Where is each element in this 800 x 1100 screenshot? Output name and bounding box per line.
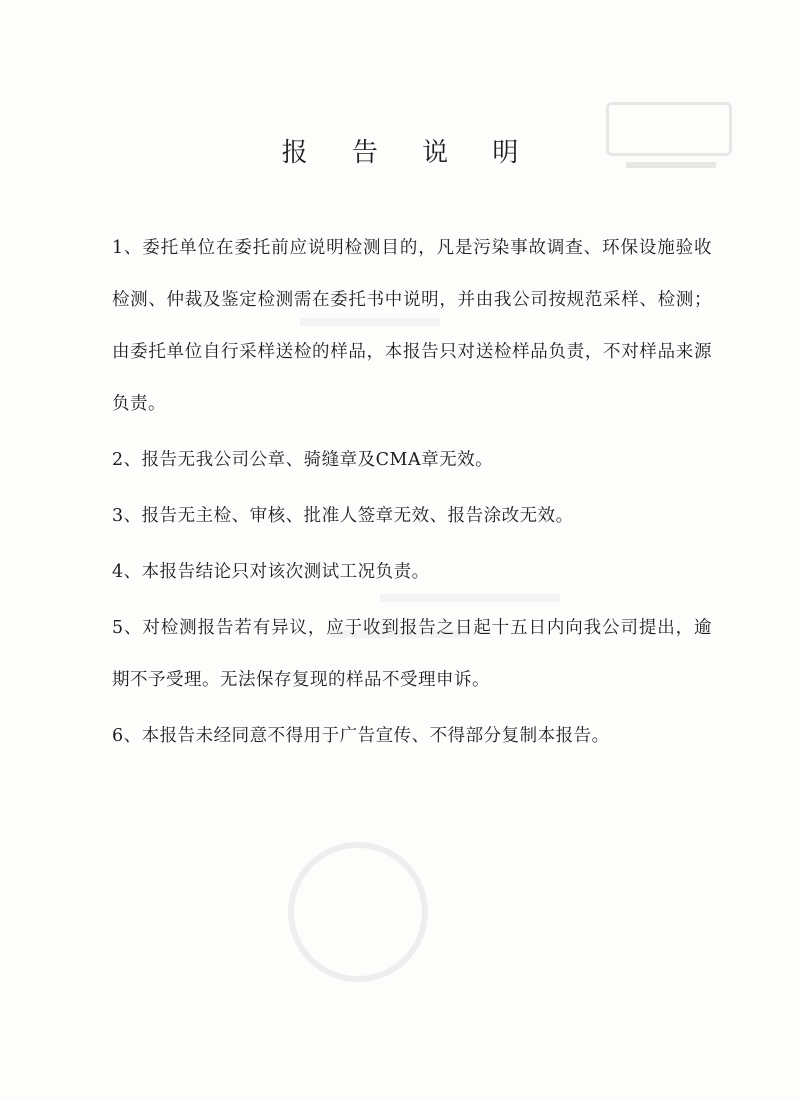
note-item-5: 5、对检测报告若有异议，应于收到报告之日起十五日内向我公司提出，逾期不予受理。无法保存复现的样品不受理申诉。 — [112, 618, 712, 690]
page-title: 报 告 说 明 — [281, 138, 537, 168]
note-item-2: 2、报告无我公司公章、骑缝章及CMA章无效。 — [112, 450, 494, 470]
note-item-3: 3、报告无主检、审核、批准人签章无效、报告涂改无效。 — [112, 506, 574, 526]
faint-seal-stamp-showthrough — [288, 842, 428, 982]
note-item-6: 6、本报告未经同意不得用于广告宣传、不得部分复制本报告。 — [112, 726, 610, 746]
note-item-1: 1、委托单位在委托前应说明检测目的，凡是污染事故调查、环保设施验收检测、仲裁及鉴定检测需在委托书中说明，并由我公司按规范采样、检测；由委托单位自行采样送检的样品，本报告只对送检样品负责，不对样品来源负责。 — [112, 238, 712, 414]
notes-list — [112, 222, 712, 766]
note-item-4: 4、本报告结论只对该次测试工况负责。 — [112, 562, 430, 582]
